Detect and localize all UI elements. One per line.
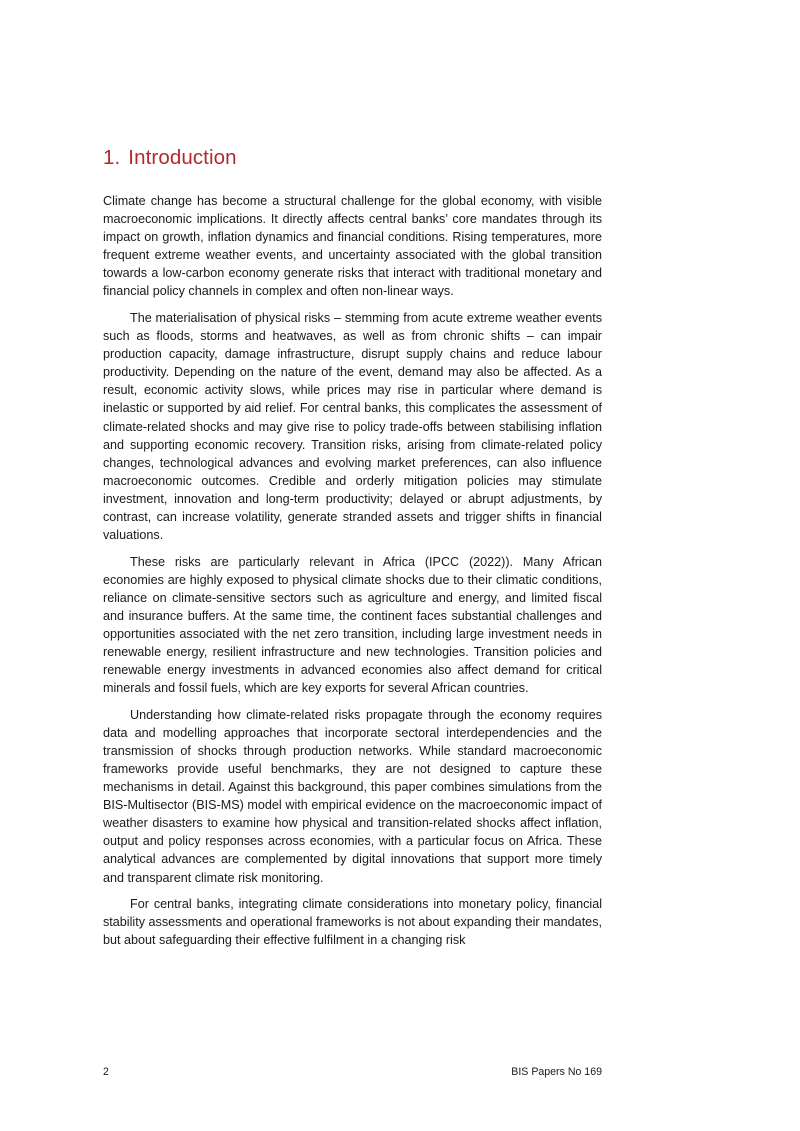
section-heading bbox=[103, 146, 237, 170]
paragraph-5: For central banks, integrating climate considerations into monetary policy, financial stability assessments and operational frameworks is not about expanding their mandates, but about safeguarding their effective fulfilment in a changing risk bbox=[103, 897, 602, 948]
paragraph-4: Understanding how climate-related risks propagate through the economy requires data and modelling approaches that incorporate sectoral interdependencies and the transmission of shocks through production networks. While standard macroeconomic frameworks provide useful benchmarks, they are not designed to capture these mechanisms in detail. Against this background, this paper combines simulations from the BIS-Multisector (BIS-MS) model with empirical evidence on the macroeconomic impact of weather disasters to examine how physical and transition-related shocks affect inflation, output and policy responses across economies, with a particular focus on Africa. These analytical advances are complemented by digital innovations that support more timely and transparent climate risk monitoring. bbox=[103, 707, 602, 885]
paragraph-2: The materialisation of physical risks – stemming from acute extreme weather events such as floods, storms and heatwaves, as well as from chronic shifts – can impair production capacity, damage infrastructure, disrupt supply chains and reduce labour productivity. Depending on the nature of the event, demand may also be affected. As a result, economic activity slows, while prices may rise in particular where demand is inelastic or supported by aid relief. For central banks, this complicates the assessment of climate-related shocks and may give rise to policy trade-offs between stabilising inflation and supporting economic recovery. Transition risks, arising from climate-related policy changes, technological advances and evolving market preferences, can also influence macroeconomic outcomes. Credible and orderly mitigation policies may stimulate investment, innovation and long-term productivity; delayed or abrupt adjustments, by contrast, can increase volatility, generate stranded assets and trigger shifts in financial valuations. bbox=[103, 310, 602, 543]
paragraph-1: Climate change has become a structural challenge for the global economy, with visible macroeconomic implications. It directly affects central banks’ core mandates through its impact on growth, inflation dynamics and financial conditions. Rising temperatures, more frequent extreme weather events, and uncertainty associated with the global transition towards a low-carbon economy generate risks that interact with traditional monetary and financial policy channels in complex and often non-linear ways. bbox=[103, 194, 602, 299]
publication-name: BIS Papers No 169 bbox=[511, 1066, 602, 1078]
section-title: Introduction bbox=[128, 146, 237, 169]
body-text bbox=[103, 192, 602, 958]
page-number: 2 bbox=[103, 1066, 109, 1078]
section-number: 1. bbox=[103, 146, 121, 169]
paragraph-3: These risks are particularly relevant in Africa (IPCC (2022)). Many African economies are highly exposed to physical climate shocks due to their climatic conditions, reliance on climate-sensitive sectors such as agriculture and energy, and limited fiscal and insurance buffers. At the same time, the continent faces substantial challenges and opportunities associated with the net zero transition, including large investment needs in renewable energy, resilient infrastructure and new technologies. Transition policies and renewable energy investments in advanced economies also affect demand for critical minerals and fossil fuels, which are key exports for several African countries. bbox=[103, 554, 602, 696]
